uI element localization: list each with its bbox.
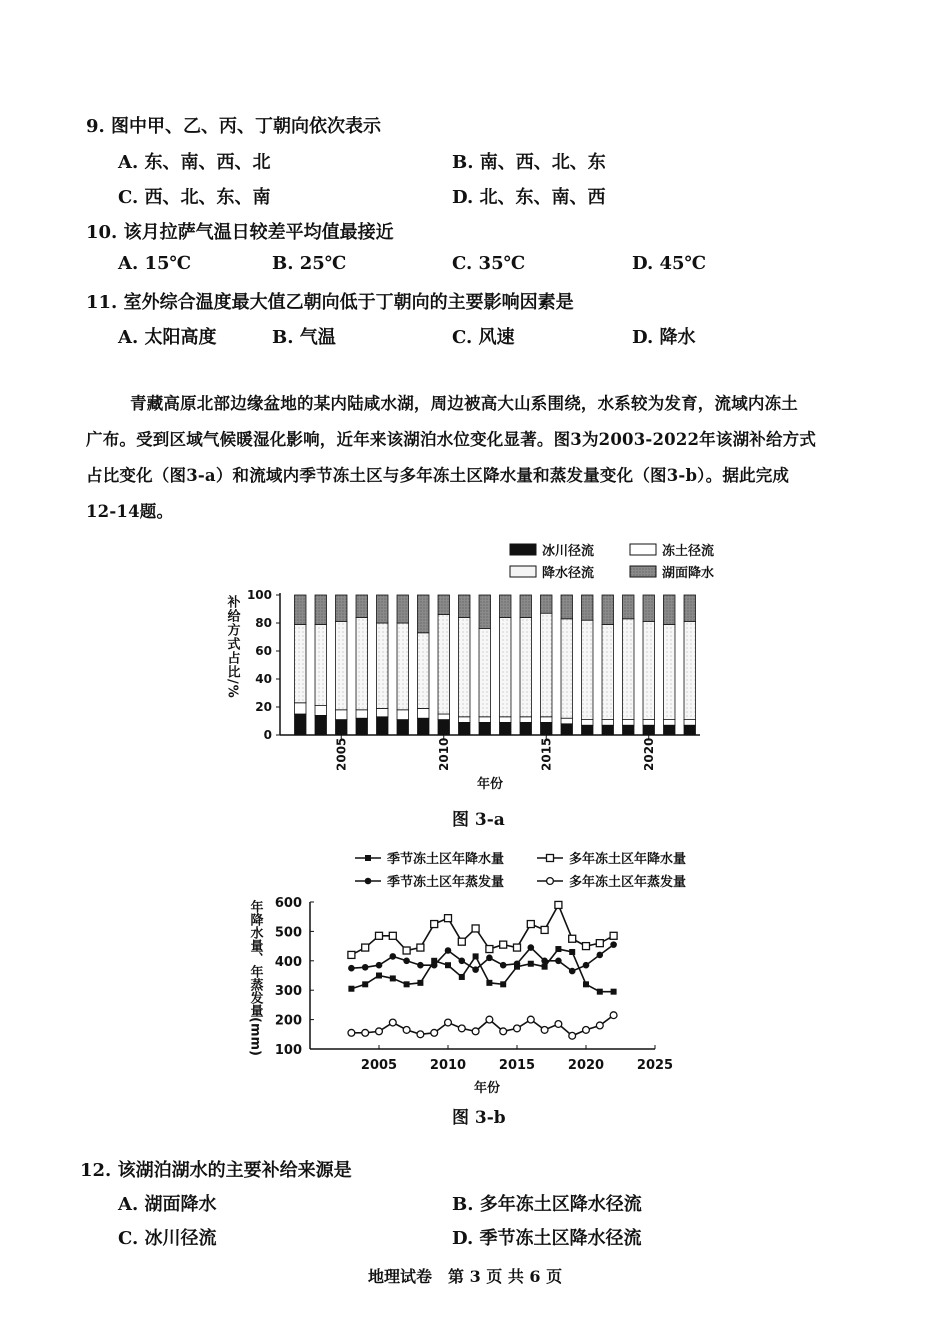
point-季节冻土区年蒸发量-2014 xyxy=(500,962,507,969)
point-多年冻土区年降水量-2022 xyxy=(610,932,617,939)
point-季节冻土区年降水量-2006 xyxy=(390,975,396,981)
x-tick-label: 2015 xyxy=(498,1058,536,1073)
bar-湖面降水-2005 xyxy=(336,595,347,622)
bar-冰川径流-2020 xyxy=(643,725,654,735)
bar-降水径流-2019 xyxy=(623,619,634,720)
y-tick-label: 0 xyxy=(263,728,272,742)
point-季节冻土区年降水量-2007 xyxy=(404,981,410,987)
point-多年冻土区年降水量-2014 xyxy=(500,941,507,948)
question-10-option-c: C. 35℃ xyxy=(452,253,526,274)
page-footer: 地理试卷 第 3 页 共 6 页 xyxy=(368,1267,563,1286)
legend-label-3: 多年冻土区年蒸发量 xyxy=(569,875,687,890)
bar-降水径流-2016 xyxy=(561,619,572,718)
question-11-option-b: B. 气温 xyxy=(272,327,336,348)
x-axis-label: 年份 xyxy=(476,777,504,792)
point-多年冻土区年降水量-2007 xyxy=(403,947,410,954)
bar-湖面降水-2013 xyxy=(500,595,511,617)
point-多年冻土区年降水量-2009 xyxy=(431,921,438,928)
bar-降水径流-2012 xyxy=(479,629,490,717)
point-季节冻土区年降水量-2013 xyxy=(486,980,492,986)
series-line-多年冻土区年降水量 xyxy=(351,905,613,955)
point-多年冻土区年降水量-2015 xyxy=(514,944,521,951)
bar-湖面降水-2018 xyxy=(602,595,613,624)
bar-降水径流-2020 xyxy=(643,622,654,720)
bar-冻土径流-2004 xyxy=(315,706,326,716)
question-10-option-d: D. 45℃ xyxy=(632,253,707,274)
bar-冰川径流-2016 xyxy=(561,724,572,735)
point-季节冻土区年蒸发量-2008 xyxy=(417,962,424,969)
y-tick-label: 80 xyxy=(255,616,272,630)
legend-label-0: 季节冻土区年降水量 xyxy=(387,852,505,867)
point-多年冻土区年降水量-2013 xyxy=(486,946,493,953)
legend-label-2: 季节冻土区年蒸发量 xyxy=(387,875,505,890)
point-季节冻土区年蒸发量-2016 xyxy=(528,944,535,951)
question-12-option-b: B. 多年冻土区降水径流 xyxy=(452,1194,642,1215)
y-axis-label: 年降水量、年蒸发量(mm) xyxy=(247,900,263,1056)
bar-湖面降水-2012 xyxy=(479,595,490,629)
point-季节冻土区年降水量-2019 xyxy=(569,949,575,955)
bar-冰川径流-2019 xyxy=(623,725,634,735)
bar-降水径流-2010 xyxy=(438,615,449,714)
bar-湖面降水-2006 xyxy=(356,595,367,617)
point-多年冻土区年蒸发量-2014 xyxy=(500,1028,507,1035)
point-多年冻土区年蒸发量-2009 xyxy=(431,1029,438,1036)
passage-line-3: 占比变化（图3-a）和流域内季节冻土区与多年冻土区降水量和蒸发量变化（图3-b）。据此完成 xyxy=(86,466,790,485)
bar-冻土径流-2018 xyxy=(602,720,613,726)
question-10-stem: 10. 该月拉萨气温日较差平均值最接近 xyxy=(86,222,394,243)
point-季节冻土区年降水量-2018 xyxy=(555,946,561,952)
point-季节冻土区年降水量-2016 xyxy=(528,961,534,967)
legend-marker-0 xyxy=(365,855,371,861)
point-多年冻土区年降水量-2017 xyxy=(541,926,548,933)
y-tick-label: 60 xyxy=(255,644,272,658)
bar-降水径流-2014 xyxy=(520,617,531,716)
point-多年冻土区年降水量-2012 xyxy=(472,925,479,932)
bar-湖面降水-2014 xyxy=(520,595,531,617)
point-季节冻土区年蒸发量-2020 xyxy=(583,962,590,969)
question-9-option-c: C. 西、北、东、南 xyxy=(118,187,271,208)
point-多年冻土区年蒸发量-2013 xyxy=(486,1016,493,1023)
point-季节冻土区年蒸发量-2021 xyxy=(597,952,604,959)
point-季节冻土区年降水量-2010 xyxy=(445,962,451,968)
bar-冰川径流-2015 xyxy=(541,722,552,735)
bar-冻土径流-2015 xyxy=(541,717,552,723)
point-多年冻土区年蒸发量-2007 xyxy=(403,1026,410,1033)
y-axis-label: 补给方式占比/% xyxy=(224,595,240,699)
point-多年冻土区年降水量-2008 xyxy=(417,944,424,951)
point-多年冻土区年降水量-2004 xyxy=(362,944,369,951)
figure-3b-line-chart xyxy=(215,842,735,1100)
point-季节冻土区年蒸发量-2006 xyxy=(390,953,397,960)
figure-3a-stacked-bar-chart xyxy=(210,535,730,800)
question-12-stem: 12. 该湖泊湖水的主要补给来源是 xyxy=(80,1160,352,1181)
point-季节冻土区年蒸发量-2017 xyxy=(541,958,548,965)
x-tick-label: 2025 xyxy=(636,1058,674,1073)
x-tick-label: 2020 xyxy=(641,737,656,771)
legend-swatch-1 xyxy=(630,544,656,555)
point-季节冻土区年降水量-2012 xyxy=(473,953,479,959)
bar-冻土径流-2022 xyxy=(684,720,695,726)
point-多年冻土区年蒸发量-2022 xyxy=(610,1012,617,1019)
point-季节冻土区年蒸发量-2022 xyxy=(610,941,617,948)
question-11-option-c: C. 风速 xyxy=(452,327,515,348)
bar-冻土径流-2009 xyxy=(418,708,429,718)
legend-swatch-3 xyxy=(630,566,656,577)
point-多年冻土区年蒸发量-2016 xyxy=(527,1016,534,1023)
question-12-option-d: D. 季节冻土区降水径流 xyxy=(452,1228,642,1249)
y-tick-label: 100 xyxy=(274,1043,302,1058)
x-tick-label: 2005 xyxy=(334,737,349,771)
question-11-option-a: A. 太阳高度 xyxy=(118,327,217,348)
bar-冰川径流-2022 xyxy=(684,725,695,735)
bar-冻土径流-2005 xyxy=(336,710,347,720)
point-季节冻土区年降水量-2004 xyxy=(362,981,368,987)
point-季节冻土区年降水量-2008 xyxy=(417,980,423,986)
bar-冻土径流-2019 xyxy=(623,720,634,726)
x-tick-label: 2005 xyxy=(360,1058,398,1073)
x-tick-label: 2010 xyxy=(429,1058,467,1073)
bar-冻土径流-2014 xyxy=(520,717,531,723)
bar-降水径流-2008 xyxy=(397,623,408,710)
bar-湖面降水-2019 xyxy=(623,595,634,619)
legend-label-0: 冰川径流 xyxy=(542,544,595,559)
legend-marker-3 xyxy=(547,878,554,885)
bar-降水径流-2021 xyxy=(664,624,675,719)
point-多年冻土区年蒸发量-2020 xyxy=(583,1026,590,1033)
bar-冰川径流-2014 xyxy=(520,722,531,735)
legend-marker-2 xyxy=(365,878,372,885)
bar-降水径流-2009 xyxy=(418,633,429,709)
question-10-option-b: B. 25℃ xyxy=(272,253,347,274)
point-多年冻土区年降水量-2016 xyxy=(527,921,534,928)
bar-冰川径流-2013 xyxy=(500,722,511,735)
passage-line-2: 广布。受到区域气候暖湿化影响，近年来该湖泊水位变化显著。图3为2003-2022年该湖补给方式 xyxy=(86,430,817,449)
passage xyxy=(86,386,856,530)
bar-降水径流-2006 xyxy=(356,617,367,709)
bar-冻土径流-2010 xyxy=(438,714,449,720)
question-11-option-d: D. 降水 xyxy=(632,327,696,348)
x-axis-label: 年份 xyxy=(473,1081,501,1096)
bar-冻土径流-2020 xyxy=(643,720,654,726)
point-多年冻土区年降水量-2003 xyxy=(348,951,355,958)
point-季节冻土区年降水量-2003 xyxy=(348,986,354,992)
bar-冻土径流-2011 xyxy=(459,717,470,723)
bar-湖面降水-2022 xyxy=(684,595,695,622)
bar-冰川径流-2010 xyxy=(438,720,449,735)
bar-冰川径流-2018 xyxy=(602,725,613,735)
point-多年冻土区年降水量-2019 xyxy=(569,935,576,942)
bar-冰川径流-2003 xyxy=(295,714,306,735)
bar-冰川径流-2008 xyxy=(397,720,408,735)
point-季节冻土区年蒸发量-2007 xyxy=(403,958,410,965)
point-季节冻土区年蒸发量-2018 xyxy=(555,958,562,965)
point-季节冻土区年降水量-2014 xyxy=(500,981,506,987)
point-季节冻土区年蒸发量-2012 xyxy=(472,966,479,973)
point-季节冻土区年降水量-2017 xyxy=(542,964,548,970)
point-多年冻土区年降水量-2021 xyxy=(596,940,603,947)
bar-湖面降水-2004 xyxy=(315,595,326,624)
x-tick-label: 2020 xyxy=(567,1058,605,1073)
point-多年冻土区年降水量-2020 xyxy=(583,943,590,950)
question-9-stem: 9. 图中甲、乙、丙、丁朝向依次表示 xyxy=(86,116,382,137)
point-多年冻土区年降水量-2005 xyxy=(376,932,383,939)
y-tick-label: 200 xyxy=(274,1013,302,1029)
bar-湖面降水-2021 xyxy=(664,595,675,624)
bar-冰川径流-2005 xyxy=(336,720,347,735)
point-季节冻土区年降水量-2005 xyxy=(376,973,382,979)
point-多年冻土区年蒸发量-2005 xyxy=(376,1028,383,1035)
point-多年冻土区年蒸发量-2010 xyxy=(445,1019,452,1026)
bar-湖面降水-2016 xyxy=(561,595,572,619)
legend-swatch-0 xyxy=(510,544,536,555)
point-季节冻土区年蒸发量-2004 xyxy=(362,964,369,971)
point-多年冻土区年蒸发量-2018 xyxy=(555,1021,562,1028)
point-季节冻土区年蒸发量-2003 xyxy=(348,965,355,972)
x-tick-label: 2010 xyxy=(436,737,451,771)
legend-label-3: 湖面降水 xyxy=(662,566,715,581)
y-tick-label: 600 xyxy=(274,896,302,911)
point-季节冻土区年蒸发量-2009 xyxy=(431,962,438,969)
bar-冰川径流-2006 xyxy=(356,718,367,735)
bar-湖面降水-2008 xyxy=(397,595,408,623)
bar-冻土径流-2013 xyxy=(500,717,511,723)
bar-降水径流-2022 xyxy=(684,622,695,720)
question-9-option-d: D. 北、东、南、西 xyxy=(452,187,606,208)
bar-冰川径流-2011 xyxy=(459,722,470,735)
question-12-option-a: A. 湖面降水 xyxy=(118,1194,217,1215)
point-季节冻土区年蒸发量-2019 xyxy=(569,968,576,975)
bar-降水径流-2007 xyxy=(377,623,388,708)
legend-label-1: 多年冻土区年降水量 xyxy=(569,852,687,867)
point-季节冻土区年降水量-2021 xyxy=(597,989,603,995)
question-10-option-a: A. 15℃ xyxy=(118,253,192,274)
bar-湖面降水-2010 xyxy=(438,595,449,615)
y-tick-label: 300 xyxy=(274,984,302,1000)
bar-冻土径流-2008 xyxy=(397,710,408,720)
bar-冰川径流-2012 xyxy=(479,722,490,735)
figure-3b-caption: 图 3-b xyxy=(452,1108,506,1128)
bar-湖面降水-2015 xyxy=(541,595,552,613)
point-季节冻土区年降水量-2011 xyxy=(459,974,465,980)
y-tick-label: 400 xyxy=(274,954,302,970)
legend-marker-1 xyxy=(547,855,554,862)
point-多年冻土区年蒸发量-2017 xyxy=(541,1026,548,1033)
point-多年冻土区年蒸发量-2021 xyxy=(596,1022,603,1029)
bar-湖面降水-2003 xyxy=(295,595,306,624)
y-tick-label: 40 xyxy=(255,672,272,686)
passage-line-1: 青藏高原北部边缘盆地的某内陆咸水湖，周边被高大山系围绕，水系较为发育，流域内冻土 xyxy=(130,394,798,413)
point-季节冻土区年蒸发量-2013 xyxy=(486,955,493,962)
bar-冻土径流-2021 xyxy=(664,720,675,726)
point-多年冻土区年蒸发量-2011 xyxy=(458,1025,465,1032)
bar-冻土径流-2016 xyxy=(561,718,572,724)
legend-label-1: 冻土径流 xyxy=(662,544,715,559)
bar-湖面降水-2020 xyxy=(643,595,654,622)
point-季节冻土区年蒸发量-2011 xyxy=(459,958,466,965)
y-tick-label: 100 xyxy=(246,588,272,602)
bar-冰川径流-2021 xyxy=(664,725,675,735)
bar-降水径流-2018 xyxy=(602,624,613,719)
point-多年冻土区年降水量-2010 xyxy=(445,915,452,922)
y-tick-label: 500 xyxy=(274,925,302,941)
point-季节冻土区年蒸发量-2015 xyxy=(514,960,521,967)
legend-label-2: 降水径流 xyxy=(542,566,595,581)
point-季节冻土区年蒸发量-2010 xyxy=(445,947,452,954)
bar-冰川径流-2004 xyxy=(315,715,326,735)
passage-line-4: 12-14题。 xyxy=(86,502,174,521)
point-多年冻土区年降水量-2006 xyxy=(389,932,396,939)
bar-降水径流-2005 xyxy=(336,622,347,710)
bar-冰川径流-2007 xyxy=(377,717,388,735)
point-多年冻土区年蒸发量-2006 xyxy=(389,1019,396,1026)
bar-湖面降水-2011 xyxy=(459,595,470,617)
legend-swatch-2 xyxy=(510,566,536,577)
bar-降水径流-2015 xyxy=(541,613,552,717)
bar-湖面降水-2007 xyxy=(377,595,388,623)
point-季节冻土区年降水量-2022 xyxy=(611,989,617,995)
bar-冻土径流-2006 xyxy=(356,710,367,718)
bar-冻土径流-2007 xyxy=(377,708,388,716)
bar-降水径流-2013 xyxy=(500,617,511,716)
question-9-option-b: B. 南、西、北、东 xyxy=(452,152,606,173)
point-多年冻土区年蒸发量-2008 xyxy=(417,1031,424,1038)
bar-冰川径流-2017 xyxy=(582,725,593,735)
point-季节冻土区年蒸发量-2005 xyxy=(376,962,383,969)
point-多年冻土区年蒸发量-2003 xyxy=(348,1029,355,1036)
bar-降水径流-2017 xyxy=(582,620,593,719)
point-多年冻土区年蒸发量-2012 xyxy=(472,1028,479,1035)
point-多年冻土区年降水量-2018 xyxy=(555,901,562,908)
bar-降水径流-2004 xyxy=(315,624,326,705)
point-多年冻土区年蒸发量-2015 xyxy=(514,1025,521,1032)
bar-湖面降水-2009 xyxy=(418,595,429,633)
y-tick-label: 20 xyxy=(255,700,272,714)
point-多年冻土区年降水量-2011 xyxy=(458,938,465,945)
bar-冻土径流-2012 xyxy=(479,717,490,723)
question-11-stem: 11. 室外综合温度最大值乙朝向低于丁朝向的主要影响因素是 xyxy=(86,292,574,313)
bar-冰川径流-2009 xyxy=(418,718,429,735)
point-季节冻土区年降水量-2020 xyxy=(583,981,589,987)
figure-3a-caption: 图 3-a xyxy=(452,810,505,830)
question-9-option-a: A. 东、南、西、北 xyxy=(118,152,271,173)
bar-降水径流-2011 xyxy=(459,617,470,716)
bar-冻土径流-2017 xyxy=(582,720,593,726)
bar-降水径流-2003 xyxy=(295,624,306,702)
question-12-option-c: C. 冰川径流 xyxy=(118,1228,217,1249)
point-多年冻土区年蒸发量-2019 xyxy=(569,1032,576,1039)
point-多年冻土区年蒸发量-2004 xyxy=(362,1029,369,1036)
x-tick-label: 2015 xyxy=(539,737,554,771)
bar-冻土径流-2003 xyxy=(295,703,306,714)
bar-湖面降水-2017 xyxy=(582,595,593,620)
